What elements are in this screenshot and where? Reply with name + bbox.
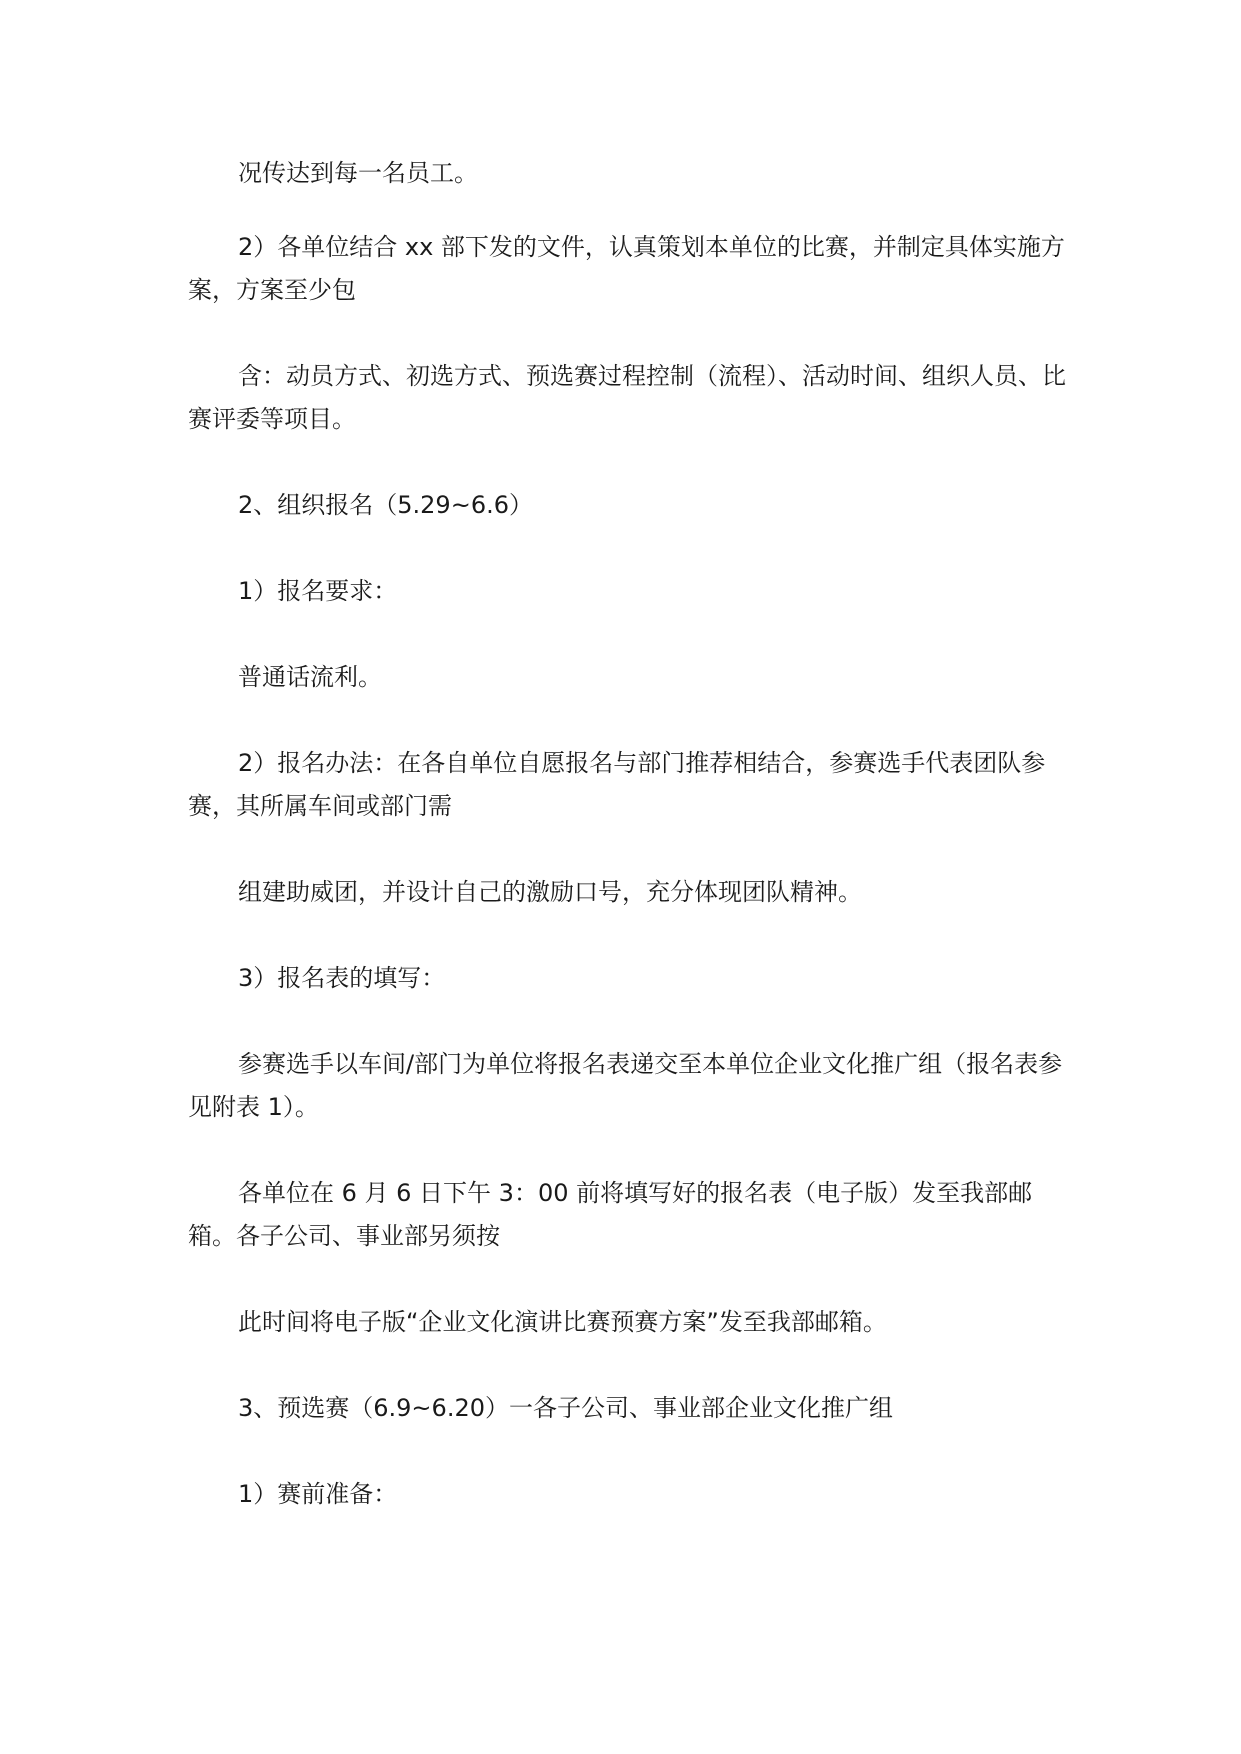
paragraph-4: 2、组织报名（5.29~6.6） (238, 491, 533, 519)
paragraph-13: 3、预选赛（6.9~6.20）一各子公司、事业部企业文化推广组 (238, 1394, 893, 1422)
paragraph-10: 参赛选手以车间/部门为单位将报名表递交至本单位企业文化推广组（报名表参见附表 1）。 (188, 1050, 1063, 1121)
paragraph-6: 普通话流利。 (238, 663, 382, 691)
paragraph-1: 况传达到每一名员工。 (238, 159, 478, 187)
paragraph-7: 2）报名办法：在各自单位自愿报名与部门推荐相结合，参赛选手代表团队参赛，其所属车间或部门需 (188, 749, 1046, 820)
paragraph-12: 此时间将电子版“企业文化演讲比赛预赛方案”发至我部邮箱。 (238, 1308, 887, 1336)
paragraph-11: 各单位在 6 月 6 日下午 3：00 前将填写好的报名表（电子版）发至我部邮箱。各子公司、事业部另须按 (188, 1179, 1033, 1250)
paragraph-2: 2）各单位结合 xx 部下发的文件，认真策划本单位的比赛，并制定具体实施方案，方案至少包 (188, 233, 1065, 304)
paragraph-5: 1）报名要求： (238, 577, 398, 605)
paragraph-3: 含：动员方式、初选方式、预选赛过程控制（流程）、活动时间、组织人员、比赛评委等项目。 (188, 362, 1066, 433)
paragraph-8: 组建助威团，并设计自己的激励口号，充分体现团队精神。 (238, 878, 862, 906)
paragraph-14: 1）赛前准备： (238, 1480, 398, 1508)
paragraph-9: 3）报名表的填写： (238, 964, 446, 992)
